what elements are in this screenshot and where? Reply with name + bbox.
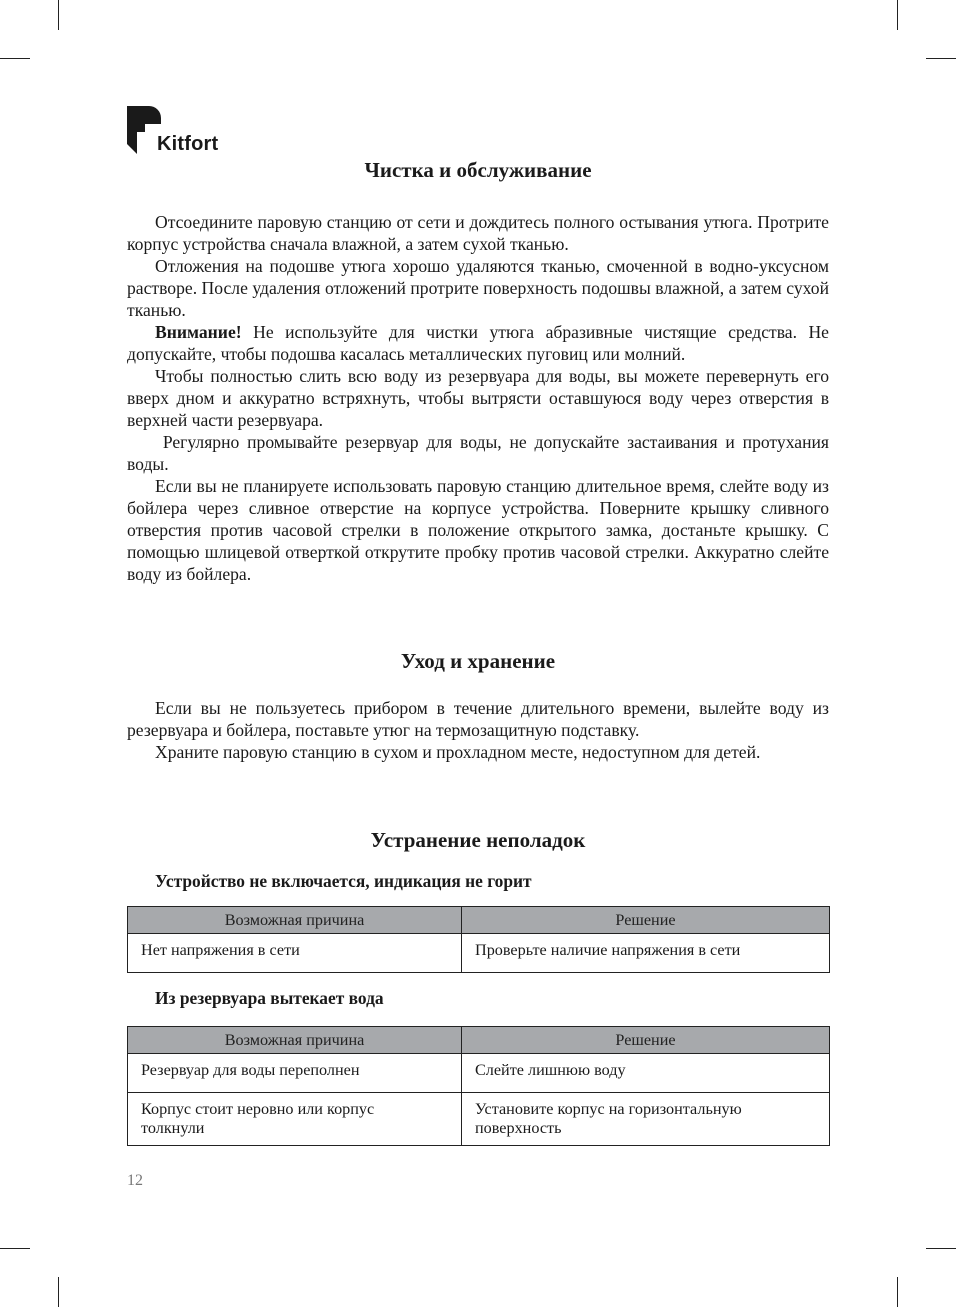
section-title-cleaning: Чистка и обслуживание [364, 158, 592, 182]
cause-cell: Нет напряжения в сети [128, 934, 462, 973]
troubleshooting-table [127, 906, 830, 973]
crop-mark [58, 0, 59, 30]
crop-mark [58, 1277, 59, 1307]
section-title-storage: Уход и хранение [400, 649, 556, 673]
warning-paragraph [127, 321, 829, 365]
crop-mark [0, 1248, 30, 1249]
problem-heading: Из резервуара вытекает вода [155, 988, 384, 1008]
paragraph: Отсоедините паровую станцию от сети и дождитесь полного остывания утюга. Протрите корпус устройства сначала влажной, а затем сухой тканью. [127, 212, 829, 254]
paragraph: Чтобы полностью слить всю воду из резервуара для воды, вы можете перевернуть его вверх дном и аккуратно встряхнуть, чтобы вытрясти оставшуюся воду через отверстия в верхней части резервуара. [127, 366, 829, 430]
table-header-row [128, 1027, 830, 1054]
paragraph: Храните паровую станцию в сухом и прохладном месте, недоступном для детей. [155, 742, 761, 762]
table-row [128, 934, 830, 973]
cause-cell: Резервуар для воды переполнен [128, 1054, 462, 1093]
crop-mark [926, 58, 956, 59]
kitfort-logo-icon [127, 106, 161, 154]
page-content [127, 150, 834, 1146]
paragraph: Если вы не пользуетесь прибором в течение длительного времени, вылейте воду из резервуара и бойлера, поставьте утюг на термозащитную подставку. [127, 698, 829, 740]
brand-name: Kitfort [157, 133, 219, 155]
brand-logo [127, 106, 257, 156]
crop-mark [897, 1277, 898, 1307]
table-row [128, 1054, 830, 1093]
solution-cell: Установите корпус на горизонтальную поверхность [462, 1093, 830, 1146]
column-header: Возможная причина [128, 907, 462, 934]
problem-heading: Устройство не включается, индикация не горит [155, 871, 532, 891]
warning-label: Внимание! [155, 322, 242, 342]
column-header: Возможная причина [128, 1027, 462, 1054]
paragraph: Регулярно промывайте резервуар для воды, не допускайте застаивания и протухания воды. [127, 432, 834, 474]
table-row [128, 1093, 830, 1146]
crop-mark [897, 0, 898, 30]
solution-cell: Проверьте наличие напряжения в сети [462, 934, 830, 973]
crop-mark [0, 58, 30, 59]
paragraph: Если вы не планируете использовать паровую станцию длительное время, слейте воду из бойлера через сливное отверстие на корпусе устройства. Поверните крышку сливного отверстия против часовой стрелки в положение открытого замка, достаньте крышку. С помощью шлицевой отверткой открутите пробку против часовой стрелки. Аккуратно слейте воду из бойлера. [127, 476, 829, 584]
section-title-troubleshooting: Устранение неполадок [370, 828, 586, 852]
solution-cell: Слейте лишнюю воду [462, 1054, 830, 1093]
troubleshooting-table [127, 1026, 830, 1146]
paragraph: Отложения на подошве утюга хорошо удаляются тканью, смоченной в водно-уксусном растворе. После удаления отложений протрите поверхность подошвы влажной, а затем сухой тканью. [127, 256, 829, 320]
column-header: Решение [462, 1027, 830, 1054]
cause-cell: Корпус стоит неровно или корпус толкнули [128, 1093, 462, 1146]
page-number: 12 [127, 1172, 143, 1189]
crop-mark [926, 1248, 956, 1249]
column-header: Решение [462, 907, 830, 934]
table-header-row [128, 907, 830, 934]
warning-text: Не используйте для чистки утюга абразивные чистящие средства. Не допускайте, чтобы подошва касалась металлических пуговиц или молний. [127, 322, 829, 364]
